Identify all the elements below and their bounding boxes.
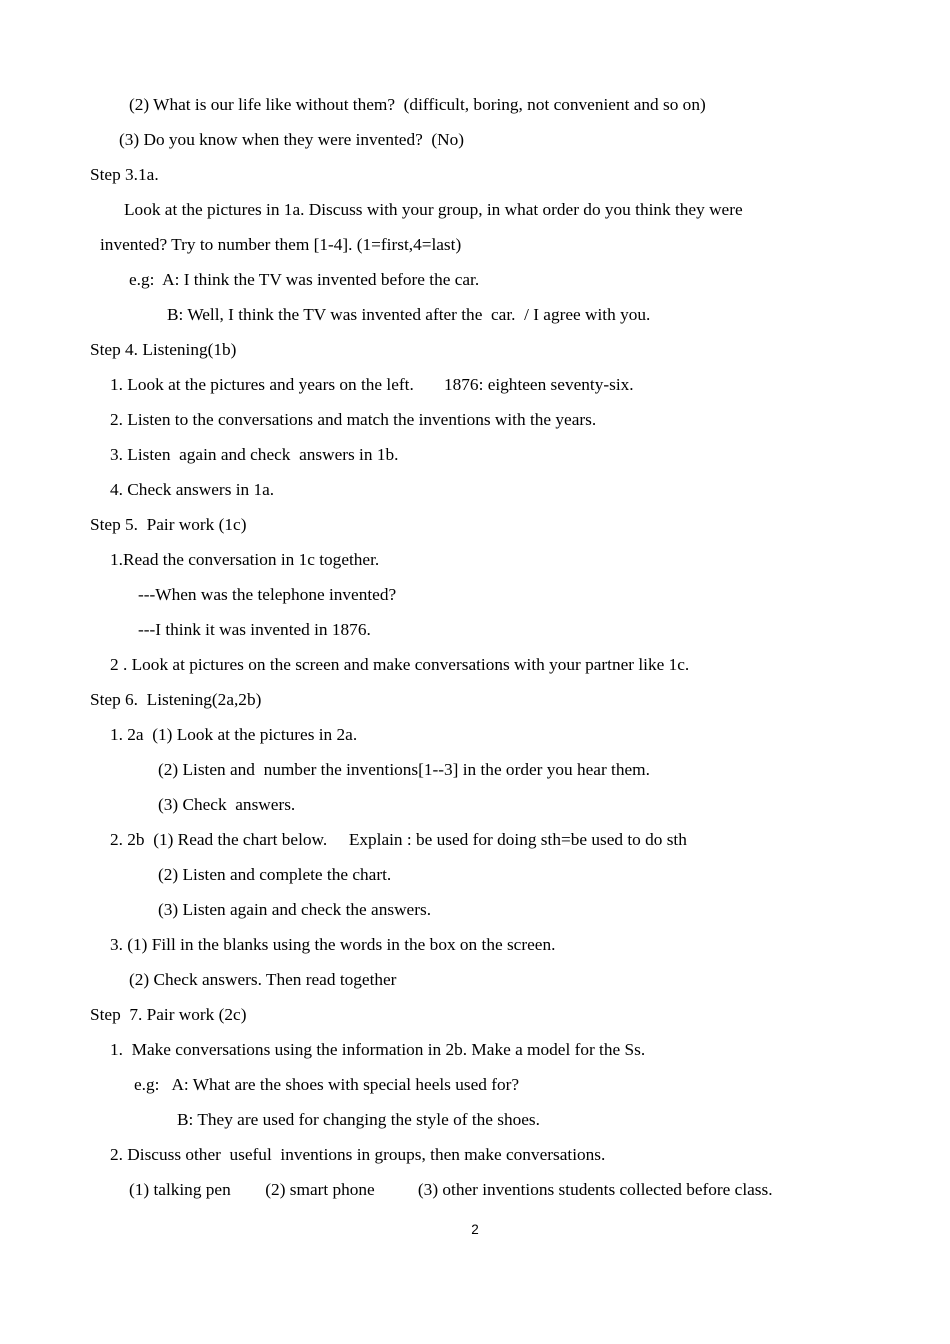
- text-line: (3) Do you know when they were invented? (No): [119, 130, 465, 149]
- text-line: ---When was the telephone invented?: [138, 585, 397, 604]
- text-line: (3) Check answers.: [158, 795, 296, 814]
- text-line: (2) Check answers. Then read together: [129, 970, 397, 989]
- step-heading: Step 3.1a.: [90, 165, 159, 184]
- text-line: 2. 2b (1) Read the chart below. Explain : be used for doing sth=be used to do sth: [110, 830, 687, 849]
- text-line: ---I think it was invented in 1876.: [138, 620, 371, 639]
- text-line: 2. Discuss other useful inventions in groups, then make conversations.: [110, 1145, 606, 1164]
- text-line: (3) Listen again and check the answers.: [158, 900, 432, 919]
- text-line: B: They are used for changing the style of the shoes.: [177, 1110, 540, 1129]
- text-line: 2. Listen to the conversations and match the inventions with the years.: [110, 410, 597, 429]
- step-heading: Step 5. Pair work (1c): [90, 515, 247, 534]
- page-number: 2: [471, 1222, 479, 1237]
- text-line: 4. Check answers in 1a.: [110, 480, 275, 499]
- text-line: 3. Listen again and check answers in 1b.: [110, 445, 399, 464]
- text-line: e.g: A: What are the shoes with special heels used for?: [134, 1075, 520, 1094]
- text-line: (2) What is our life like without them? (difficult, boring, not convenient and so on): [129, 95, 706, 114]
- text-line: 1.Read the conversation in 1c together.: [110, 550, 380, 569]
- text-line: (1) talking pen (2) smart phone (3) other inventions students collected before class.: [129, 1180, 773, 1199]
- text-line: (2) Listen and number the inventions[1--3] in the order you hear them.: [158, 760, 650, 779]
- text-line: 3. (1) Fill in the blanks using the words in the box on the screen.: [110, 935, 556, 954]
- text-line: Look at the pictures in 1a. Discuss with your group, in what order do you think they were: [124, 200, 743, 219]
- step-heading: Step 4. Listening(1b): [90, 340, 237, 359]
- step-heading: Step 6. Listening(2a,2b): [90, 690, 262, 709]
- text-line: e.g: A: I think the TV was invented before the car.: [129, 270, 480, 289]
- text-line: B: Well, I think the TV was invented after the car. / I agree with you.: [167, 305, 651, 324]
- text-line: 1. Look at the pictures and years on the left. 1876: eighteen seventy-six.: [110, 375, 634, 394]
- text-line: (2) Listen and complete the chart.: [158, 865, 392, 884]
- text-line: 2 . Look at pictures on the screen and make conversations with your partner like 1c.: [110, 655, 690, 674]
- text-line: 1. 2a (1) Look at the pictures in 2a.: [110, 725, 358, 744]
- text-line: invented? Try to number them [1-4]. (1=first,4=last): [100, 235, 462, 254]
- step-heading: Step 7. Pair work (2c): [90, 1005, 247, 1024]
- text-line: 1. Make conversations using the information in 2b. Make a model for the Ss.: [110, 1040, 646, 1059]
